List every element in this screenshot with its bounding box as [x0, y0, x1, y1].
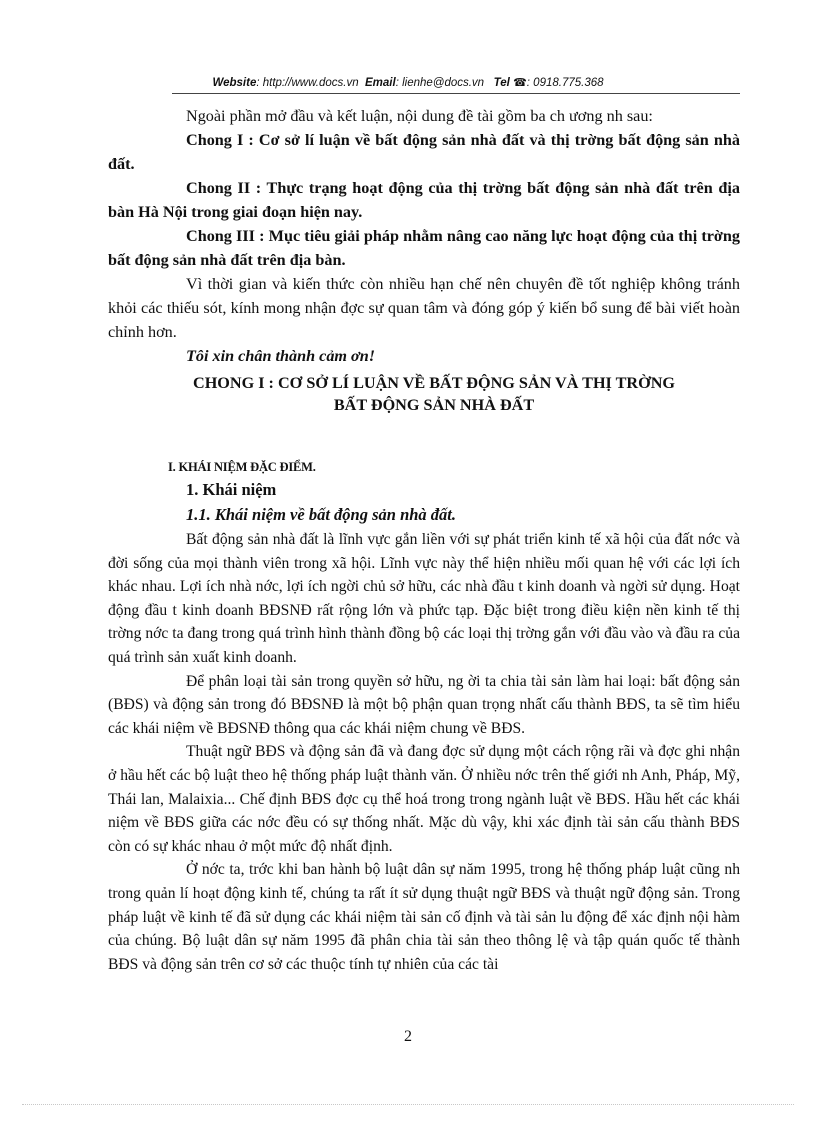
chapter-heading-line-1: CHONG I : CƠ SỞ LÍ LUẬN VỀ BẤT ĐỘNG SẢN VÀ THỊ TRỜNG: [193, 374, 675, 392]
section-heading-1-1-1: 1.1. Khái niệm về bất động sản nhà đất.: [186, 505, 457, 524]
paragraph-4: Ở nớc ta, trớc khi ban hành bộ luật dân sự năm 1995, trong hệ thống pháp luật cũng nh trong quản lí hoạt động kinh tế, chúng ta rất ít sử dụng thuật ngữ BĐS và thuật ngữ động sản. Trong pháp luật về kinh tế đã sử dụng các khái niệm tài sản cố định và tài sản lu động để xác định nội hàm của chúng. Bộ luật dân sự năm 1995 đã phân chia tài sản theo thông lệ và tập quán quốc tế thành BĐS và động sản trên cơ sở các thuộc tính tự nhiên của các tài: [108, 861, 740, 973]
phone-icon: ☎: [513, 77, 527, 89]
tel-value: : 0918.775.368: [526, 77, 604, 89]
website-value: : http://www.docs.vn: [256, 77, 359, 89]
page-bottom-divider: [22, 1104, 794, 1105]
chapter-three-summary: Chong III : Mục tiêu giải pháp nhằm nâng cao năng lực hoạt động của thị trờng bất động sản nhà đất trên địa bàn.: [108, 227, 740, 269]
chapter-heading: [108, 372, 740, 416]
chapter-two-summary: Chong II : Thực trạng hoạt động của thị trờng bất động sản nhà đất trên địa bàn Hà Nội trong giai đoạn hiện nay.: [108, 179, 740, 221]
email-label: Email: [365, 77, 396, 89]
header-divider: [172, 93, 740, 94]
apology-paragraph: Vì thời gian và kiến thức còn nhiều hạn chế nên chuyên đề tốt nghiệp không tránh khỏi các thiếu sót, kính mong nhận đợc sự quan tâm và đóng góp ý kiến bổ sung để bài viết hoàn chỉnh hơn.: [108, 275, 740, 341]
page-number: 2: [404, 1028, 412, 1045]
chapter-one-summary: Chong I : Cơ sở lí luận về bất động sản nhà đất và thị trờng bất động sản nhà đất.: [108, 131, 740, 173]
document-body: [108, 104, 740, 976]
paragraph-1: Bất động sản nhà đất là lĩnh vực gắn liền với sự phát triển kinh tế xã hội của đất nớc và đời sống của mọi thành viên trong xã hội. Lĩnh vực này thể hiện nhiều mối quan hệ với các lợi ích khác nhau. Lợi ích nhà nớc, lợi ích ngời chủ sở hữu, các nhà đầu t kinh doanh và ngời sử dụng. Hoạt động đầu t kinh doanh BĐSNĐ rất rộng lớn và phức tạp. Đặc biệt trong điều kiện nền kinh tế thị trờng nớc ta đang trong quá trình hình thành đồng bộ các loại thị trờng gắn với đầu vào và đầu ra của quá trình sản xuất kinh doanh.: [108, 531, 740, 666]
tel-label: Tel: [493, 77, 510, 89]
paragraph-2: Để phân loại tài sản trong quyền sở hữu, ng ời ta chia tài sản làm hai loại: bất động sản (BĐS) và động sản trong đó BĐSNĐ là một bộ phận quan trọng nhất cấu thành BĐS, ta sẽ tìm hiểu các khái niệm về BĐSNĐ thông qua các khái niệm chung về BĐS.: [108, 672, 740, 737]
email-value: : lienhe@docs.vn: [395, 77, 485, 89]
thanks-line: Tôi xin chân thành cảm ơn!: [186, 347, 376, 365]
intro-lead: Ngoài phần mở đầu và kết luận, nội dung đề tài gồm ba ch ương nh sau:: [186, 107, 653, 125]
section-heading-1-1: 1. Khái niệm: [186, 480, 277, 499]
section-heading-1: I. KHÁI NIỆM ĐẶC ĐIỂM.: [168, 460, 316, 474]
chapter-heading-line-2: BẤT ĐỘNG SẢN NHÀ ĐẤT: [333, 396, 535, 414]
paragraph-3: Thuật ngữ BĐS và động sản đã và đang đợc sử dụng một cách rộng rãi và đợc ghi nhận ở hầu hết các bộ luật theo hệ thống pháp luật thành văn. Ở nhiều nớc trên thế giới nh Anh, Pháp, Mỹ, Thái lan, Malaixia... Chế định BĐS đợc cụ thể hoá trong trong ngành luật về BĐS. Hầu hết các khái niệm về BĐS giữa các nớc đều có sự thống nhất. Mặc dù vậy, khi xác định tài sản cấu thành BĐS còn có sự khác nhau ở một mức độ nhất định.: [108, 743, 740, 855]
website-label: Website: [212, 77, 257, 89]
page-header: [0, 76, 816, 90]
